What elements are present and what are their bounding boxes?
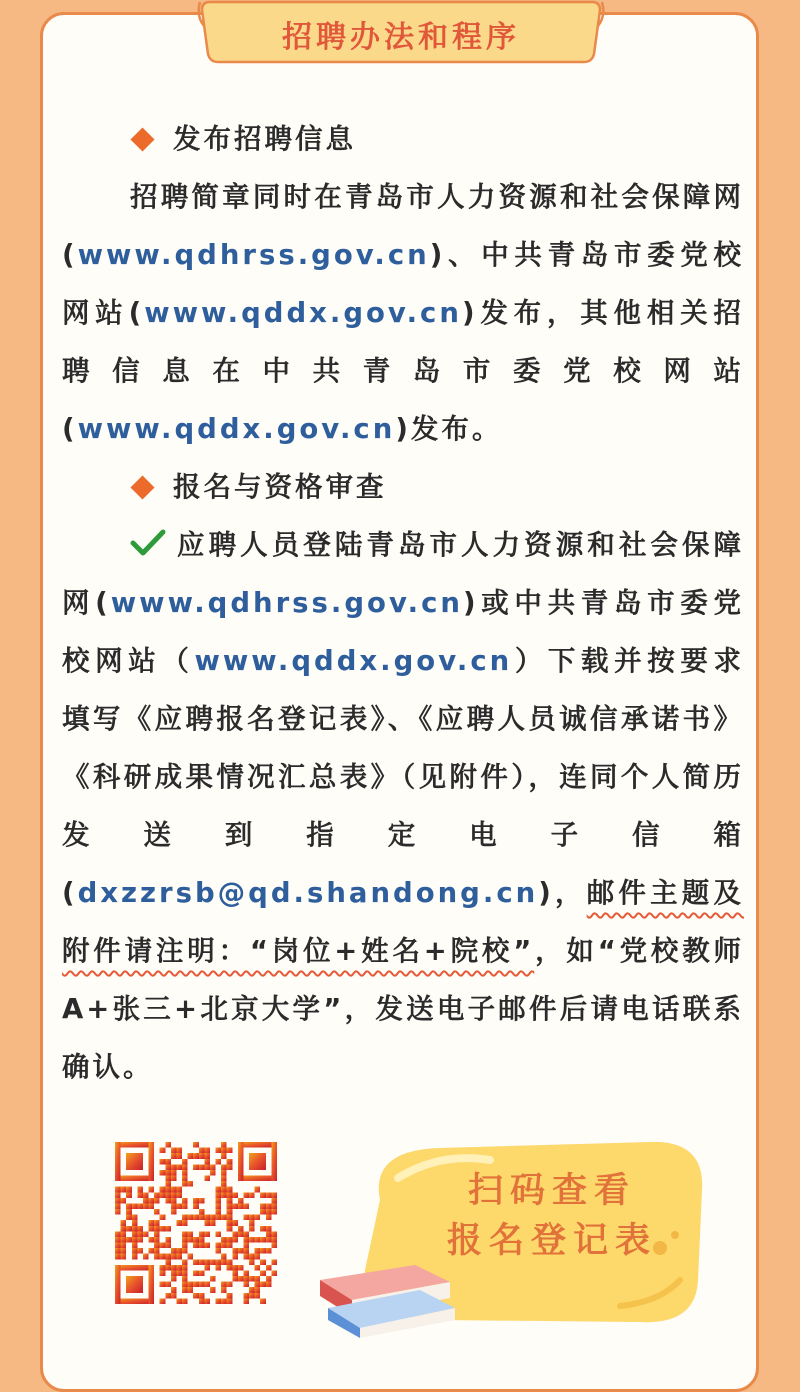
text-span: )或中共青岛市委党校网站（ xyxy=(62,587,744,677)
section-heading-label: 报名与资格审查 xyxy=(173,471,387,503)
text-span: )， xyxy=(538,877,587,909)
books-icon xyxy=(320,1265,455,1338)
text-span: )、中共青岛市委党校网站( xyxy=(62,239,744,329)
section-heading-label: 发布招聘信息 xyxy=(173,123,356,155)
text-span: 应聘人员登陆青岛市人力资源和社会保障网( xyxy=(62,529,744,619)
checkmark-icon xyxy=(130,528,166,558)
page-title: 招聘办法和程序 xyxy=(282,20,520,55)
main-content xyxy=(62,110,744,1096)
text-span: ，如“党校教师A+张三+北京大学”，发送电子邮件后请电话联系确认。 xyxy=(62,935,744,1083)
link-qddx[interactable]: www.qddx.gov.cn xyxy=(194,645,513,677)
text-span: )发布。 xyxy=(395,413,503,445)
cta-line-1: 扫码查看 xyxy=(467,1171,636,1211)
section-banner xyxy=(196,0,606,68)
link-qddx[interactable]: www.qddx.gov.cn xyxy=(144,297,462,329)
text-span: )发布，其他相关招聘信息在中共青岛市委党校网站( xyxy=(62,297,744,445)
highlighted-note: 邮件主题及附件请注明：“岗位+姓名+院校” xyxy=(62,877,744,967)
diamond-bullet-icon xyxy=(130,127,154,151)
link-qdhrss[interactable]: www.qdhrss.gov.cn xyxy=(77,239,430,271)
link-qdhrss[interactable]: www.qdhrss.gov.cn xyxy=(110,587,463,619)
section-heading-registration xyxy=(62,458,744,516)
text-span: ）下载并按要求填写《应聘报名登记表》、《应聘人员诚信承诺书》《科研成果情况汇总表》（见附件），连同个人简历发送到指定电子信箱( xyxy=(62,645,745,909)
link-qddx[interactable]: www.qddx.gov.cn xyxy=(77,413,396,445)
qr-code-image xyxy=(115,1142,277,1304)
scan-cta-text xyxy=(412,1166,692,1266)
registration-paragraph xyxy=(62,516,744,1096)
cta-line-2: 报名登记表 xyxy=(446,1221,657,1261)
text-span: 招聘简章同时在青岛市人力资源和社会保障网( xyxy=(62,181,744,271)
diamond-bullet-icon xyxy=(130,475,154,499)
email-link[interactable]: dxzzrsb@qd.shandong.cn xyxy=(77,877,539,909)
section-heading-publish xyxy=(62,110,744,168)
publish-paragraph xyxy=(62,168,744,458)
